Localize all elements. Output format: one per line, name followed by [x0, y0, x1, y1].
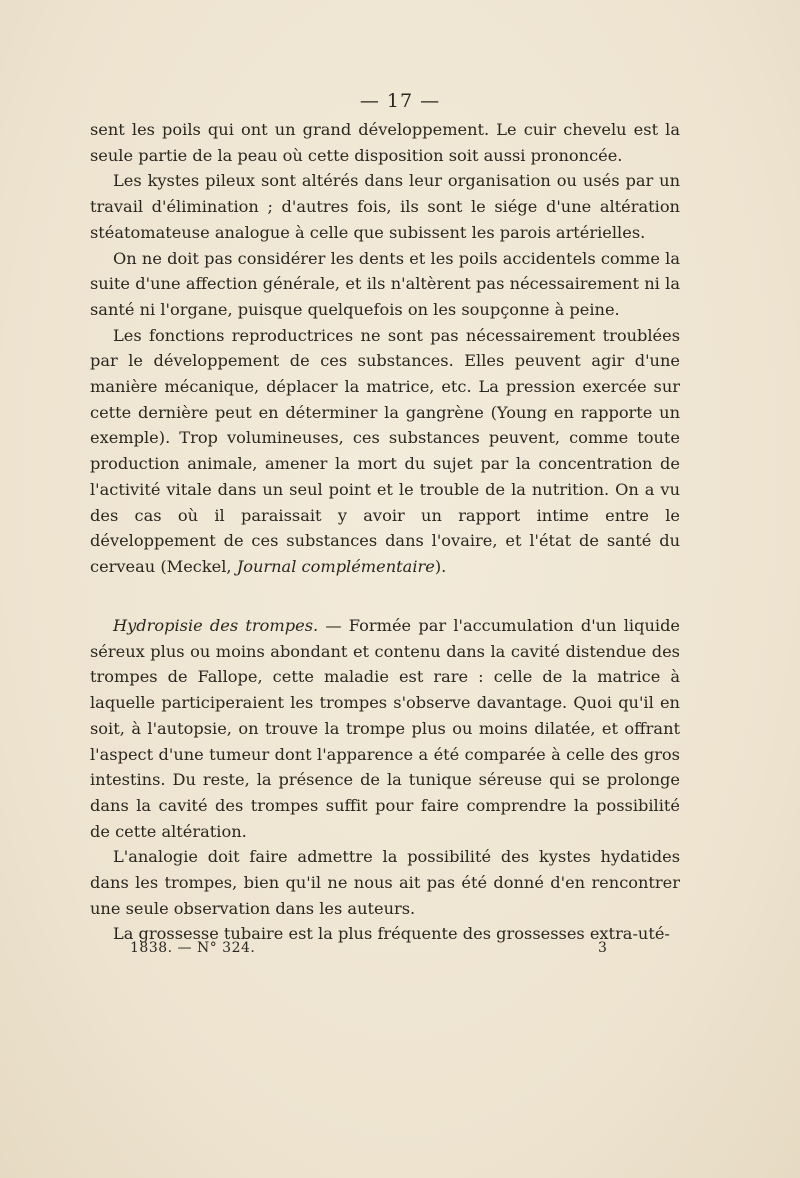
paragraph-4-text: Les fonctions reproductrices ne sont pas nécessairement troublées par le développement de ces substances. Elles peuvent agir d'une manière mécanique, déplacer la matrice, etc. La pression exercée sur cette dernière peut en déterminer la gangrène (Young en rapporte un exemple). Trop volumineuses, ces substances peuvent, comme toute production animale, amener la mort du sujet par la concentration de l'activité vitale dans un seul point et le trouble de la nutrition. On a vu des cas où il paraissait y avoir un rapport intime entre le développement de ces substances dans l'ovaire, et l'état de santé du cerveau (Meckel,: [90, 325, 680, 576]
journal-title: Journal complémentaire: [236, 556, 435, 576]
paragraph-2: Les kystes pileux sont altérés dans leur organisation ou usés par un travail d'élimination ; d'autres fois, ils sont le siége d'une altération stéatomateuse analogue à celle que subissent les parois artérielles.: [90, 171, 680, 242]
text-block-lower: [90, 613, 680, 947]
paragraph-4: [90, 323, 680, 580]
section-text: Formée par l'accumulation d'un liquide séreux plus ou moins abondant et contenu dans la cavité distendue des trompes de Fallope, cette maladie est rare : celle de la matrice à laquelle participeraient les trompes s'observe davantage. Quoi qu'il en soit, à l'autopsie, on trouve la trompe plus ou moins dilatée, et offrant l'aspect d'une tumeur dont l'apparence a été comparée à celle des gros intestins. Du reste, la présence de la tunique séreuse qui se prolonge dans la cavité des trompes suffit pour faire comprendre la possibilité de cette altération.: [90, 616, 681, 841]
section-paragraph: [90, 613, 680, 844]
paragraph-4-end: ).: [434, 556, 447, 576]
section-heading: Hydropisie des trompes.: [113, 616, 319, 635]
text-block-upper: [90, 117, 680, 580]
paragraph-3: On ne doit pas considérer les dents et les poils accidentels comme la suite d'une affection générale, et ils n'altèrent pas nécessairement ni la santé ni l'organe, puisque quelquefois on les soupçonne à peine.: [90, 248, 680, 319]
section-dash: —: [318, 616, 349, 635]
signature-number: 3: [598, 940, 608, 956]
paragraph-6: L'analogie doit faire admettre la possibilité des kystes hydatides dans les trompes, bien qu'il ne nous ait pas été donné d'en rencontrer une seule observation dans les auteurs.: [90, 847, 680, 918]
signature-mark: 1838. — N° 324.: [130, 940, 256, 956]
paragraph-7: La grossesse tubaire est la plus fréquente des grossesses extra-uté-: [113, 924, 670, 944]
page-number: — 17 —: [359, 90, 441, 112]
paragraph-1: sent les poils qui ont un grand développement. Le cuir chevelu est la seule partie de la peau où cette disposition soit aussi prononcée.: [90, 120, 680, 165]
